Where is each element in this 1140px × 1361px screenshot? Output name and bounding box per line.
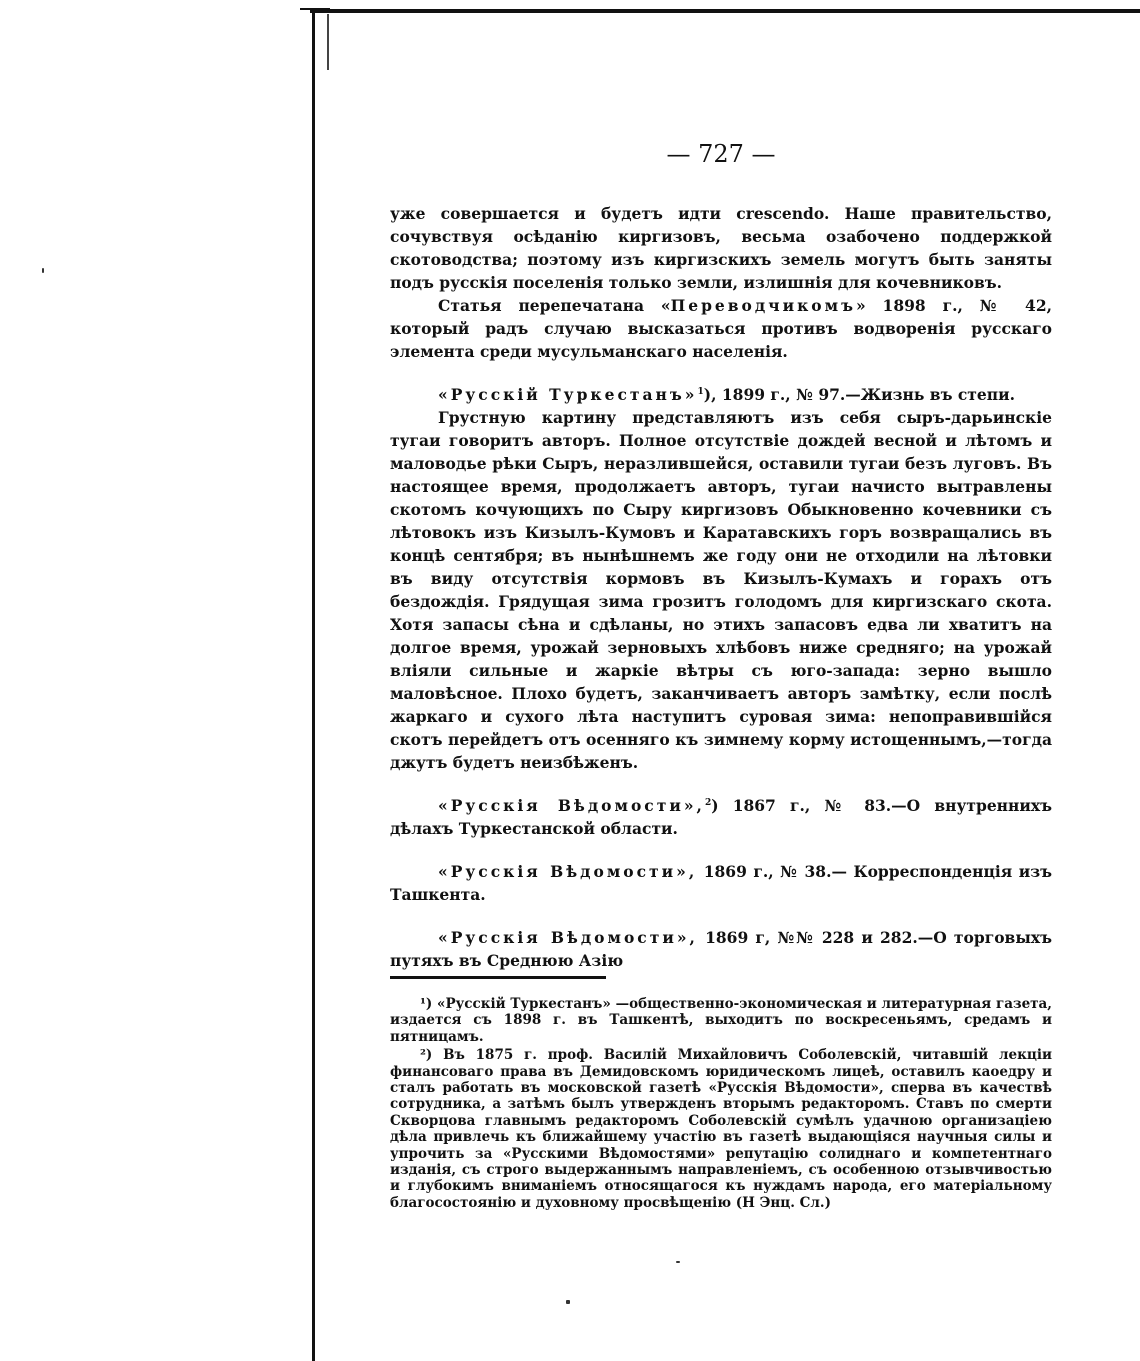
paragraph: Грустную картину представляютъ изъ себя сыръ-дарьинскіе тугаи говоритъ авторъ. Полное отсутствіе дождей весной и лѣтомъ и маловодье рѣки Сыръ, неразлившейся, оставили тугаи безъ луговъ. Въ настоящее время, продолжаетъ авторъ, тугаи начисто вытравлены скотомъ кочующихъ по Сыру киргизовъ Обыкновенно кочевники съ лѣтовокъ изъ Кизылъ-Кумовъ и Каратавскихъ горъ возвращались въ концѣ сентября; въ нынѣшнемъ же году они не отходили на лѣтовки въ виду отсутствія кормовъ въ Кизылъ-Кумахъ и горахъ отъ бездождія. Грядущая зима грозитъ голодомъ для киргизскаго скота. Хотя запасы сѣна и сдѣланы, но этихъ запасовъ едва ли хватитъ на долгое время, урожай зерновыхъ хлѣбовъ ниже средняго; на урожай вліяли сильные и жаркіе вѣтры съ юго-запада: зерно вышло маловѣсное. Плохо будетъ, заканчиваетъ авторъ замѣтку, если послѣ жаркаго и сухого лѣта наступитъ суровая зима: непоправившійся скотъ перейдетъ отъ осенняго къ зимнему корму истощеннымъ,—тогда джутъ будетъ неизбѣженъ. [390,408,1052,772]
source-entry [390,926,1052,972]
source-entry [390,794,1052,840]
footnote-text: «Русскій Туркестанъ» —общественно-экономическая и литературная газета, издается съ 1898 г. въ Ташкентѣ, выходитъ по воскресеньямъ, средамъ и пятницамъ. [390,996,1052,1045]
inner-margin-mark [327,14,329,70]
footnote-separator [390,976,606,979]
footnote-mark: ²) [420,1047,433,1064]
footnote-mark: ¹) [420,996,433,1012]
footnote [390,1047,1052,1211]
source-entry [390,860,1052,906]
paragraph: уже совершается и будетъ идти crescendo. Наше правительство, сочувствуя осѣданію киргизовъ, весьма озабочено поддержкой скотоводства; поэтому изъ киргизскихъ земель могутъ быть заняты подъ русскія поселенія только земли, излишнія для кочевниковъ. [390,204,1052,292]
page-number: — 727 — [666,140,776,168]
left-margin-line [312,10,315,1361]
footnote-ref: 1 [697,386,704,397]
footnote [390,996,1052,1045]
source-title: «Русскія Вѣдомости», [438,862,698,881]
footnote-text: Въ 1875 г. проф. Василій Михайловичъ Соболевскій, читавшій лекціи финансоваго права въ Демидовскомъ юридическомъ лицеѣ, оставилъ каоедру и сталъ работать въ московской газетѣ «Русскія Вѣдомости», сперва въ качествѣ сотрудника, а затѣмъ былъ утвержденъ вторымъ редакторомъ. Ставъ по смерти Скворцова главнымъ редакторомъ Соболевскій сумѣлъ удачною организаціею дѣла привлечь къ ближайшему участію въ газетѣ выдающіяся научныя силы и упрочить за «Русскими Вѣдомостями» репутацію солиднаго и компетентнаго изданія, съ строго выдержаннымъ направленіемъ, съ особенною отзывчивостью и глубокимъ вниманіемъ относящагося къ нуждамъ народа, его матеріальному благосостоянію и духовному просвѣщенію (Н Энц. Сл.) [390,1047,1052,1211]
footnotes [390,996,1052,1213]
text-run: Статья перепечатана « [438,296,671,315]
source-title: «Русскія Вѣдомости», [438,796,705,815]
scan-speck [676,1261,680,1263]
footnote-ref: 2 [704,797,712,808]
top-border-line [310,9,1140,13]
source-entry [390,383,1052,406]
spaced-title: Переводчикомъ [670,296,856,315]
text-run: » 1898 г., № 42, который радъ случаю высказаться противъ водворенія русскаго элемента среди мусульманскаго населенія. [390,296,1052,361]
source-details: ), 1899 г., № 97.—Жизнь въ степи. [703,385,1015,404]
scan-speck [42,268,44,273]
main-text [390,202,1052,972]
scan-speck [566,1300,570,1304]
source-details: ) 1867 г., № 83.—О внутреннихъ дѣлахъ Туркестанской области. [390,796,1053,838]
source-title: «Русскія Вѣдомости», [438,928,698,947]
source-details: 1869 г., № 38.— Корреспонденція изъ Ташкента. [390,862,1052,904]
source-details: 1869 г, №№ 228 и 282.—О торговыхъ путяхъ въ Среднюю Азію [390,928,1052,970]
paragraph [390,294,1052,363]
source-title: «Русскій Туркестанъ» [438,385,698,404]
